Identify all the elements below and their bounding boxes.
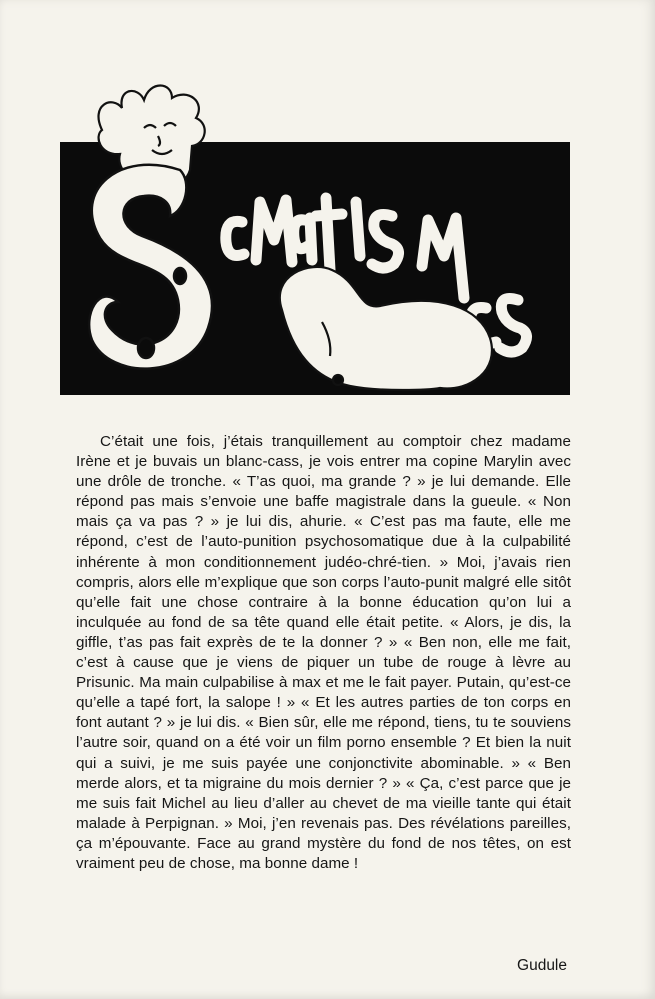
- article-paragraph: C’était une fois, j’étais tranquillement au comptoir chez madame Irène et je buvais un blanc-cass, je vois entrer ma copine Marylin avec une drôle de tronche. « T’as quoi, ma grande ? » je lui demande. Elle répond pas mais s’envoie une baffe magistrale dans la gueule. « Non mais ça va pas ? » je lui dis, ahurie. « C’est pas ma faute, elle me répond, c’est de l’auto-punition psychosomatique due à la culpabilité inhérente à mon conditionnement judéo-chré-tien. » Moi, j’avais rien compris, alors elle m’explique que son corps l’auto-punit malgré elle sitôt qu’elle fait une chose contraire à la bonne éducation qu’on lui a inculquée au fond de sa tête quand elle était petite. « Alors, je dis, la giffle, t’as pas fait exprès de te la donner ? » « Ben non, elle me fait, c’est à cause que je viens de piquer un tube de rouge à lèvre au Prisunic. Ma main culpabilise à max et me le fait payer. Putain, qu’est-ce qu’elle a tapé fort, la salope ! » « Et les autres parties de ton corps en font autant ? » je lui dis. « Bien sûr, elle me répond, tiens, tu te souviens l’autre soir, quand on a été voir un film porno ensemble ? Et bien la nuit qui a suivi, je me suis payée une conjonctivite abominable. » « Ben merde alors, et ta migraine du mois dernier ? » « Ça, c’est parce que je me suis fait Michel au lieu d’aller au chevet de ma vieille tante qui était malade à Perpignan. » Moi, j’en revenais pas. Des révélations pareilles, ça m’épouvante. Face au grand mystère du fond de nos têtes, on est vraiment peu de chose, ma bonne dame !: [76, 433, 571, 872]
- author-signature: Gudule: [517, 957, 567, 974]
- article-text: [76, 432, 571, 874]
- title-illustration: [60, 70, 570, 395]
